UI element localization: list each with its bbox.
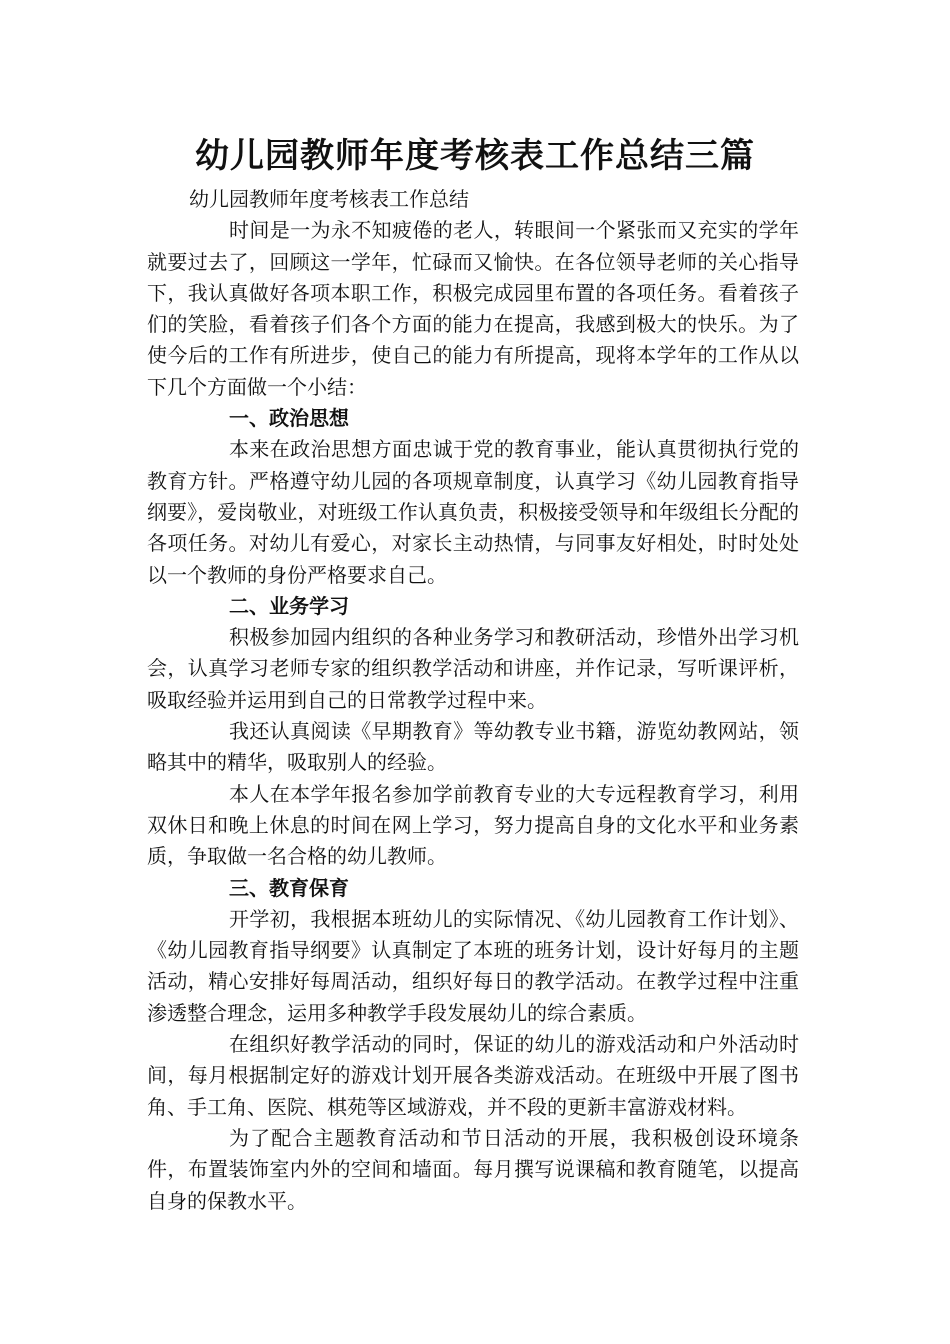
section-paragraph: 开学初，我根据本班幼儿的实际情况、《幼儿园教育工作计划》、《幼儿园教育指导纲要》认真制定了本班的班务计划，设计好每月的主题活动，精心安排好每周活动，组织好每日的教学活动。在教学过程中注重渗透整合理念，运用多种教学手段发展幼儿的综合素质。 [147,906,799,1025]
section-paragraph: 本人在本学年报名参加学前教育专业的大专远程教育学习，利用双休日和晚上休息的时间在网上学习，努力提高自身的文化水平和业务素质，争取做一名合格的幼儿教师。 [147,781,799,869]
document-title: 幼儿园教师年度考核表工作总结三篇 [195,136,755,176]
section-paragraph: 在组织好教学活动的同时，保证的幼儿的游戏活动和户外活动时间，每月根据制定好的游戏计划开展各类游戏活动。在班级中开展了图书角、手工角、医院、棋苑等区域游戏，并不段的更新丰富游戏材料。 [147,1032,799,1119]
section-heading-study: 二、业务学习 [229,593,349,618]
section-paragraph: 我还认真阅读《早期教育》等幼教专业书籍，游览幼教网站，领略其中的精华，吸取别人的经验。 [147,719,799,775]
section-paragraph: 积极参加园内组织的各种业务学习和教研活动，珍惜外出学习机会，认真学习老师专家的组织教学活动和讲座，并作记录，写听课评析，吸取经验并运用到自己的日常教学过程中来。 [147,625,799,712]
intro-paragraph: 时间是一为永不知疲倦的老人，转眼间一个紧张而又充实的学年就要过去了，回顾这一学年，忙碌而又愉快。在各位领导老师的关心指导下，我认真做好各项本职工作，积极完成园里布置的各项任务。看着孩子们的笑脸，看着孩子们各个方面的能力在提高，我感到极大的快乐。为了使今后的工作有所进步，使自己的能力有所提高，现将本学年的工作从以下几个方面做一个小结： [147,218,799,399]
section-paragraph: 为了配合主题教育活动和节日活动的开展，我积极创设环境条件，布置装饰室内外的空间和墙面。每月撰写说课稿和教育随笔，以提高自身的保教水平。 [147,1125,799,1213]
section-heading-politics: 一、政治思想 [229,406,349,431]
document-body [147,184,799,1217]
document-subtitle: 幼儿园教师年度考核表工作总结 [189,187,469,211]
section-heading-education: 三、教育保育 [229,875,349,900]
section-paragraph: 本来在政治思想方面忠诚于党的教育事业，能认真贯彻执行党的教育方针。严格遵守幼儿园的各项规章制度，认真学习《幼儿园教育指导纲要》，爱岗敬业，对班级工作认真负责，积极接受领导和年级组长分配的各项任务。对幼儿有爱心，对家长主动热情，与同事友好相处，时时处处以一个教师的身份严格要求自己。 [147,437,799,587]
